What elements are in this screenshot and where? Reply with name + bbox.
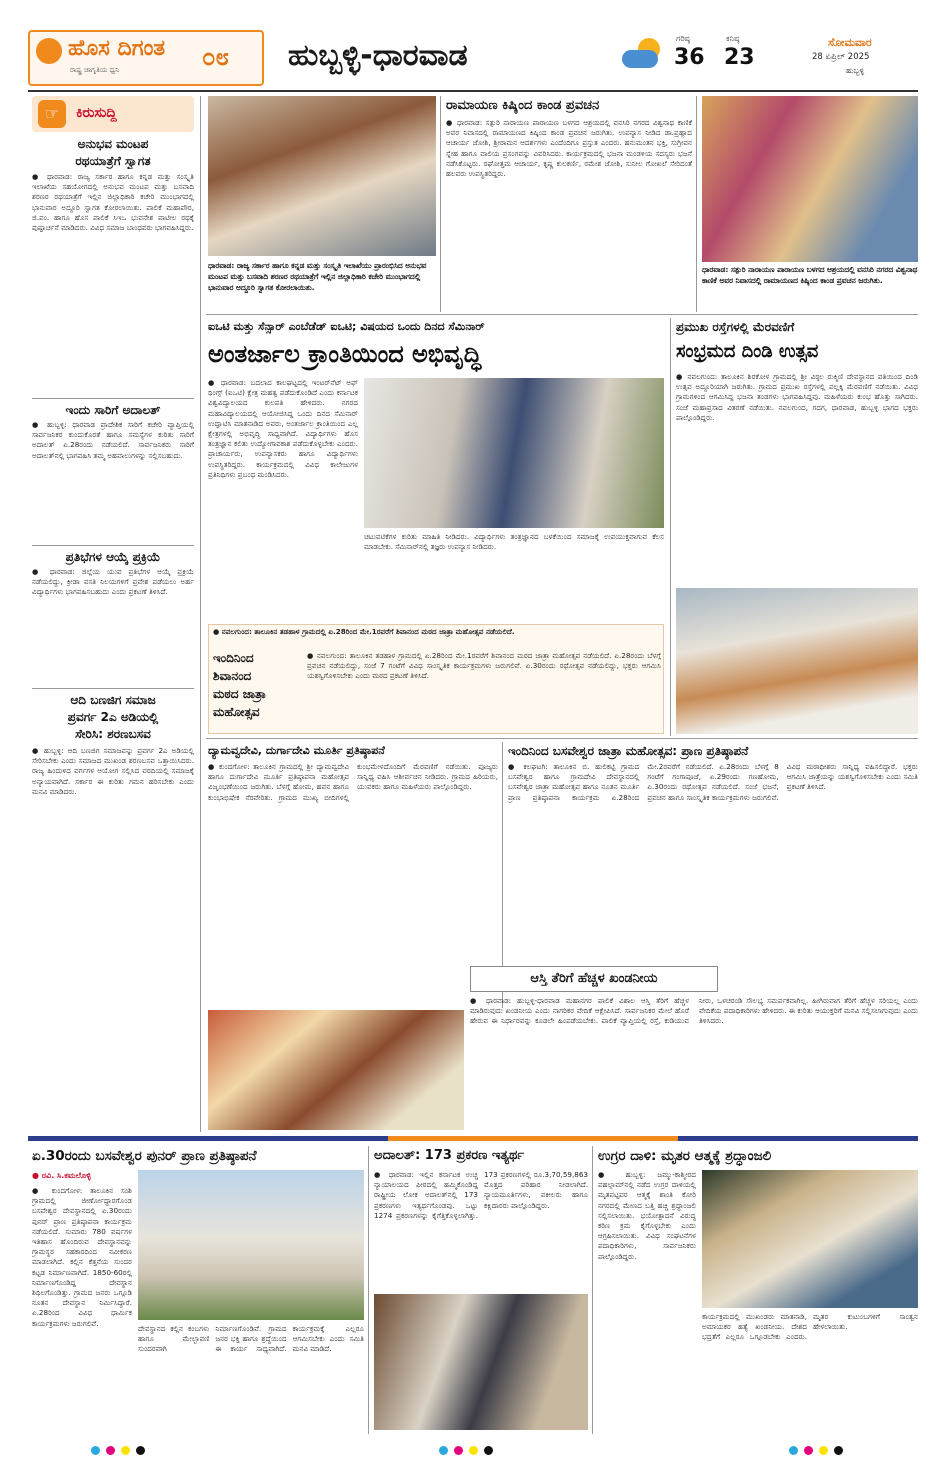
photo-rathayatra	[208, 96, 436, 256]
tax-body: ● ಧಾರವಾಡ: ಹುಬ್ಬಳ್ಳಿ-ಧಾರವಾಡ ಮಹಾನಗರ ಪಾಲಿಕೆ ವಿಶಾಲ ಆಸ್ತಿ ತೆರಿಗೆ ಹೆಚ್ಚಳ ಮಾಡಿರುವುದು ಖಂಡನೀಯ ಎಂದು ನಾಗರಿಕರ ವೇದಿಕೆ ಆಕ್ಷೇಪಿಸಿದೆ. ಸಾರ್ವಜನಿಕರ ಮೇಲೆ ಹೊರೆ ಹೇರುವ ಈ ನಿರ್ಧಾರವನ್ನು ಕೂಡಲೇ ಹಿಂಪಡೆಯಬೇಕು. ಪಾಲಿಕೆ ವ್ಯಾಪ್ತಿಯಲ್ಲಿ ರಸ್ತೆ, ಕುಡಿಯುವ ನೀರು, ಒಳಚರಂಡಿ ಸೌಲಭ್ಯ ಸಮರ್ಪಕವಾಗಿಲ್ಲ. ಹೀಗಿರುವಾಗ ತೆರಿಗೆ ಹೆಚ್ಚಳ ಸರಿಯಲ್ಲ ಎಂದು ವೇದಿಕೆಯ ಪದಾಧಿಕಾರಿಗಳು ಹೇಳಿದರು. ಈ ಕುರಿತು ಆಯುಕ್ತರಿಗೆ ಮನವಿ ಸಲ್ಲಿಸಲಾಗುವುದು ಎಂದು ತಿಳಿಸಿದರು.	[470, 996, 918, 1026]
photo-ramayana	[702, 96, 918, 262]
brand-logo	[28, 30, 264, 86]
kiru-s4-body: ● ಹುಬ್ಬಳ್ಳಿ: ಆದಿ ಬಣಜಿಗ ಸಮಾಜವನ್ನು ಪ್ರವರ್ಗ 2ಎ ಅಡಿಯಲ್ಲಿ ಸೇರಿಸಬೇಕು ಎಂದು ಸಮಾಜದ ಮುಖಂಡ ಶರಣಬಸವ ಒತ್ತಾಯಿಸಿದರು. ರಾಜ್ಯ ಹಿಂದುಳಿದ ವರ್ಗಗಳ ಆಯೋಗ ಸಲ್ಲಿಸಿದ ವರದಿಯಲ್ಲಿ ಸಮಾಜಕ್ಕೆ ಅನ್ಯಾಯವಾಗಿದೆ. ಸರ್ಕಾರ ಈ ಕುರಿತು ಗಮನ ಹರಿಸಬೇಕು ಎಂದು ಮನವಿ ಮಾಡಿದರು.	[32, 746, 194, 796]
min-temp: 23	[724, 45, 755, 70]
basaveshwara-title: ಇಂದಿನಿಂದ ಬಸವೇಶ್ವರ ಜಾತ್ರಾ ಮಹೋತ್ಸವ: ಪ್ರಾಣ ಪ್ರತಿಷ್ಠಾಪನೆ	[508, 744, 749, 758]
registration-dots-center	[436, 1440, 496, 1459]
bottom-s3-body-cont: ಕಾರ್ಯಕ್ರಮದಲ್ಲಿ ಮುಖಂಡರು ಮಾತನಾಡಿ, ಅಮಾಯಕರ ಹತ್ಯೆ ಖಂಡನೀಯ. ದೇಶದ ಭದ್ರತೆಗೆ ಎಲ್ಲರೂ ಒಗ್ಗೂಡಬೇಕು ಎಂದರು. ಮೃತರ ಕುಟುಂಬಗಳಿಗೆ ಸಾಂತ್ವನ ಹೇಳಲಾಯಿತು.	[702, 1312, 918, 1342]
kiru-s1-title1: ಅನುಭವ ಮಂಟಪ	[77, 137, 149, 151]
photo-adalat	[374, 1294, 588, 1430]
bottom-s2-body: ● ಧಾರವಾಡ: ಇಲ್ಲಿನ ಕರ್ನಾಟಕ ಉಚ್ಚ ನ್ಯಾಯಾಲಯದ ಪೀಠದಲ್ಲಿ ಹಮ್ಮಿಕೊಂಡಿದ್ದ ರಾಷ್ಟ್ರೀಯ ಲೋಕ ಅದಾಲತ್‌ನಲ್ಲಿ 173 ಪ್ರಕರಣಗಳು ಇತ್ಯರ್ಥಗೊಂಡವು. ಒಟ್ಟು 1274 ಪ್ರಕರಣಗಳನ್ನು ಕೈಗೆತ್ತಿಕೊಳ್ಳಲಾಗಿತ್ತು. 173 ಪ್ರಕರಣಗಳಲ್ಲಿ ರೂ.3,70,59,863 ಮೊತ್ತದ ಪರಿಹಾರ ನೀಡಲಾಗಿದೆ. ನ್ಯಾಯಮೂರ್ತಿಗಳು, ವಕೀಲರು ಹಾಗೂ ಕಕ್ಷಿದಾರರು ಪಾಲ್ಗೊಂಡಿದ್ದರು.	[374, 1170, 588, 1220]
shivananda-body-top: ● ನವಲಗುಂದ: ತಾಲೂಕಿನ ತಡಹಾಳ ಗ್ರಾಮದಲ್ಲಿ ಏ.28ರಿಂದ ಮೇ.1ರವರೆಗೆ ಶಿವಾನಂದ ಮಠದ ಜಾತ್ರಾ ಮಹೋತ್ಸವ ನಡೆಯಲಿದೆ.	[213, 627, 515, 636]
shivananda-body: ● ನವಲಗುಂದ: ತಾಲೂಕಿನ ತಡಹಾಳ ಗ್ರಾಮದಲ್ಲಿ ಏ.28ರಿಂದ ಮೇ.1ರವರೆಗೆ ಶಿವಾನಂದ ಮಠದ ಜಾತ್ರಾ ಮಹೋತ್ಸವ ನಡೆಯಲಿದೆ. ಏ.28ರಂದು ಬೆಳಗ್ಗೆ ಪ್ರವಚನ ನಡೆಯಲಿದ್ದು, ಸಂಜೆ 7 ಗಂಟೆಗೆ ವಿವಿಧ ಸಾಂಸ್ಕೃತಿಕ ಕಾರ್ಯಕ್ರಮಗಳು ಜರುಗಲಿವೆ. ಏ.30ರಂದು ರಥೋತ್ಸವ ನಡೆಯಲಿದ್ದು, ಭಕ್ತರು ಆಗಮಿಸಿ ಯಶಸ್ವಿಗೊಳಿಸಬೇಕು ಎಂದು ಮಠದ ಪ್ರಕಟಣೆ ತಿಳಿಸಿದೆ.	[307, 651, 661, 681]
photo-tribute	[702, 1170, 918, 1308]
max-temp: 36	[674, 45, 705, 70]
photo-seminar	[364, 378, 664, 528]
kiru-s1-title2: ರಥಯಾತ್ರೆಗೆ ಸ್ವಾಗತ	[75, 154, 151, 168]
photo-temple	[138, 1170, 364, 1320]
bottom-s3-body: ● ಹುಬ್ಬಳ್ಳಿ: ಜಮ್ಮು-ಕಾಶ್ಮೀರದ ಪಹಲ್ಗಾಮ್‌ನಲ್ಲಿ ನಡೆದ ಉಗ್ರರ ದಾಳಿಯಲ್ಲಿ ಮೃತಪಟ್ಟವರ ಆತ್ಮಕ್ಕೆ ಶಾಂತಿ ಕೋರಿ ನಗರದಲ್ಲಿ ಮೇಣದ ಬತ್ತಿ ಹಚ್ಚಿ ಶ್ರದ್ಧಾಂಜಲಿ ಸಲ್ಲಿಸಲಾಯಿತು. ಭಯೋತ್ಪಾದನೆ ವಿರುದ್ಧ ಕಠಿಣ ಕ್ರಮ ಕೈಗೊಳ್ಳಬೇಕು ಎಂದು ಆಗ್ರಹಿಸಲಾಯಿತು. ವಿವಿಧ ಸಂಘಟನೆಗಳ ಪದಾಧಿಕಾರಿಗಳು, ಸಾರ್ವಜನಿಕರು ಪಾಲ್ಗೊಂಡಿದ್ದರು.	[598, 1170, 696, 1261]
kiru-s4-title2: ಪ್ರವರ್ಗ 2ಎ ಅಡಿಯಲ್ಲಿ	[67, 710, 159, 724]
dindi-body: ● ನವಲಗುಂದ: ತಾಲೂಕಿನ ಶಿರಕೋಳ ಗ್ರಾಮದಲ್ಲಿ ಶ್ರೀ ವಿಠ್ಠಲ ರುಕ್ಮಿಣಿ ದೇವಸ್ಥಾನದ ವತಿಯಿಂದ ದಿಂಡಿ ಉತ್ಸವ ಅದ್ದೂರಿಯಾಗಿ ಜರುಗಿತು. ಗ್ರಾಮದ ಪ್ರಮುಖ ರಸ್ತೆಗಳಲ್ಲಿ ಪಲ್ಲಕ್ಕಿ ಮೆರವಣಿಗೆ ನಡೆಯಿತು. ವಿವಿಧ ಗ್ರಾಮಗಳಿಂದ ಆಗಮಿಸಿದ್ದ ಭಜನಾ ತಂಡಗಳು ಭಾಗವಹಿಸಿದ್ದವು. ಮಹಿಳೆಯರು ಕುಂಭ ಹೊತ್ತು ಸಾಗಿದರು. ಸಂಜೆ ಮಹಾಪ್ರಸಾದ ವಿತರಣೆ ನಡೆಯಿತು. ನವಲಗುಂದ, ಗದಗ, ಧಾರವಾಡ, ಹುಬ್ಬಳ್ಳಿ ಭಾಗದ ಭಕ್ತರು ಪಾಲ್ಗೊಂಡಿದ್ದರು.	[676, 372, 918, 422]
bottom-s1-body-cont: ದೇವಸ್ಥಾನದ ಕಲ್ಲಿನ ಕಂಬಗಳು ಹಾಗೂ ಮೇಲ್ಛಾವಣಿ ಸುಂದರವಾಗಿ ನಿರ್ಮಾಣಗೊಂಡಿವೆ. ಗ್ರಾಮದ ಜನರ ಭಕ್ತಿ ಹಾಗೂ ಶ್ರದ್ಧೆಯಿಂದ ಈ ಕಾರ್ಯ ಸಾಧ್ಯವಾಗಿದೆ. ಕಾರ್ಯಕ್ರಮಕ್ಕೆ ಎಲ್ಲರೂ ಆಗಮಿಸಬೇಕು ಎಂದು ಸಮಿತಿ ಮನವಿ ಮಾಡಿದೆ.	[138, 1324, 364, 1354]
weather-icon	[622, 38, 666, 70]
page-number: ೦೮	[202, 43, 229, 71]
seminar-title: ಅಂತರ್ಜಾಲ ಕ್ರಾಂತಿಯಿಂದ ಅಭಿವೃದ್ಧಿ	[208, 340, 482, 368]
durga-body: ● ಕುಂದಗೋಳ: ತಾಲೂಕಿನ ಗ್ರಾಮದಲ್ಲಿ ಶ್ರೀ ದ್ಯಾಮವ್ವದೇವಿ ಹಾಗೂ ದುರ್ಗಾದೇವಿ ಮೂರ್ತಿ ಪ್ರತಿಷ್ಠಾಪನಾ ಮಹೋತ್ಸವ ವಿಜೃಂಭಣೆಯಿಂದ ಜರುಗಿತು. ಬೆಳಗ್ಗೆ ಹೋಮ, ಹವನ ಹಾಗೂ ಕುಂಭಾಭಿಷೇಕ ನೆರವೇರಿತು. ಗ್ರಾಮದ ಮುಖ್ಯ ಬೀದಿಗಳಲ್ಲಿ ಕುಂಭಮೇಳದೊಂದಿಗೆ ಮೆರವಣಿಗೆ ನಡೆಯಿತು. ಪೂಜ್ಯರು ಸಾನ್ನಿಧ್ಯ ವಹಿಸಿ ಆಶೀರ್ವಚನ ನೀಡಿದರು. ಗ್ರಾಮದ ಹಿರಿಯರು, ಯುವಕರು ಹಾಗೂ ಮಹಿಳೆಯರು ಪಾಲ್ಗೊಂಡಿದ್ದರು.	[208, 762, 498, 802]
tax-title: ಆಸ್ತಿ ತೆರಿಗೆ ಹೆಚ್ಚಳ ಖಂಡನೀಯ	[530, 971, 658, 986]
masthead	[28, 30, 918, 90]
city-title: ಹುಬ್ಬಳ್ಳಿ-ಧಾರವಾಡ	[288, 38, 468, 73]
bottom-s1-body: ● ಕುಂದಗೋಳ: ತಾಲೂಕಿನ ಸಂಶಿ ಗ್ರಾಮದಲ್ಲಿ ಜೀರ್ಣೋದ್ಧಾರಗೊಂಡ ಬಸವೇಶ್ವರ ದೇವಸ್ಥಾನದಲ್ಲಿ ಏ.30ರಂದು ಪುನರ್ ಪ್ರಾಣ ಪ್ರತಿಷ್ಠಾಪನಾ ಕಾರ್ಯಕ್ರಮ ನಡೆಯಲಿದೆ. ಸುಮಾರು 780 ವರ್ಷಗಳ ಇತಿಹಾಸ ಹೊಂದಿರುವ ದೇವಸ್ಥಾನವನ್ನು ಗ್ರಾಮಸ್ಥರ ಸಹಕಾರದಿಂದ ನವೀಕರಣ ಮಾಡಲಾಗಿದೆ. ಕಲ್ಲಿನ ಕೆತ್ತನೆಯ ಸುಂದರ ಕಟ್ಟಡ ನಿರ್ಮಾಣವಾಗಿದೆ. 1850-60ರಲ್ಲಿ ನಿರ್ಮಾಣಗೊಂಡಿದ್ದ ದೇವಸ್ಥಾನ ಶಿಥಿಲಗೊಂಡಿತ್ತು. ಗ್ರಾಮದ ಜನರು ಒಗ್ಗೂಡಿ ನೂತನ ದೇವಸ್ಥಾನ ನಿರ್ಮಿಸಿದ್ದಾರೆ. ಏ.28ರಿಂದ ವಿವಿಧ ಧಾರ್ಮಿಕ ಕಾರ್ಯಕ್ರಮಗಳು ಜರುಗಲಿವೆ.	[32, 1186, 132, 1328]
photo-durga	[208, 1010, 464, 1130]
shivananda-label-block: ಇಂದಿನಿಂದ ಶಿವಾನಂದ ಮಠದ ಜಾತ್ರಾ ಮಹೋತ್ಸವ	[213, 651, 267, 719]
photo-ramayana-caption: ಧಾರವಾಡ: ಸತ್ಪುರಿ ನಾರಾಯಣ ಪಾರಾಯಣ ಬಳಗದ ಆಶ್ರಯದಲ್ಲಿ ವನಸಿರಿ ನಗರದ ವಿಶ್ವನಾಥ ಕಾಣಿಕೆ ಅವರ ನಿವಾಸದಲ್ಲಿ ರಾಮಾಯಣದ ಕಿಷ್ಕಿಂದ ಕಾಂಡ ಪ್ರವಚನ ಜರುಗಿತು.	[702, 265, 918, 285]
masthead-rule	[28, 90, 918, 92]
registration-dots-right	[786, 1440, 846, 1459]
basaveshwara-body: ● ಕಲಘಟಗಿ: ತಾಲೂಕಿನ ಬಿ. ಹುಲಿಕಟ್ಟಿ ಗ್ರಾಮದ ಬಸವೇಶ್ವರ ಹಾಗೂ ಗ್ರಾಮದೇವಿ ದೇವಸ್ಥಾನದಲ್ಲಿ ಬಸವೇಶ್ವರ ಜಾತ್ರಾ ಮಹೋತ್ಸವ ಹಾಗೂ ನೂತನ ಮೂರ್ತಿ ಪ್ರಾಣ ಪ್ರತಿಷ್ಠಾಪನಾ ಕಾರ್ಯಕ್ರಮ ಏ.28ರಿಂದ ಮೇ.2ರವರೆಗೆ ನಡೆಯಲಿದೆ. ಏ.28ರಂದು ಬೆಳಗ್ಗೆ 8 ಗಂಟೆಗೆ ಗಂಗಾಪೂಜೆ, ಏ.29ರಂದು ಗಣಹೋಮ, ಏ.30ರಂದು ರಥೋತ್ಸವ ನಡೆಯಲಿದೆ. ಸಂಜೆ ಭಜನೆ, ಪ್ರವಚನ ಹಾಗೂ ಸಾಂಸ್ಕೃತಿಕ ಕಾರ್ಯಕ್ರಮಗಳು ಜರುಗಲಿವೆ. ವಿವಿಧ ಮಠಾಧೀಶರು ಸಾನ್ನಿಧ್ಯ ವಹಿಸಲಿದ್ದಾರೆ. ಭಕ್ತರು ಆಗಮಿಸಿ ಜಾತ್ರೆಯನ್ನು ಯಶಸ್ವಿಗೊಳಿಸಬೇಕು ಎಂದು ಸಮಿತಿ ಪ್ರಕಟಣೆ ತಿಳಿಸಿದೆ.	[508, 762, 918, 802]
bottom-s1-byline: ● ರವಿ. ಸಿ.ಕಮಲೊಳ್ಳಿ	[32, 1171, 91, 1180]
kiru-s2-body: ● ಹುಬ್ಬಳ್ಳಿ: ಧಾರವಾಡ ಪ್ರಾದೇಶಿಕ ಸಾರಿಗೆ ಕಚೇರಿ ವ್ಯಾಪ್ತಿಯಲ್ಲಿ ಸಾರ್ವಜನಿಕರ ಕುಂದುಕೊರತೆ ಹಾಗೂ ಸಮಸ್ಯೆಗಳ ಕುರಿತು ಸಾರಿಗೆ ಅದಾಲತ್ ಏ.28ರಂದು ನಡೆಯಲಿದೆ. ಸಾರ್ವಜನಿಕರು ಸಾರಿಗೆ ಅದಾಲತ್‌ನಲ್ಲಿ ಭಾಗವಹಿಸಿ ತಮ್ಮ ಅಹವಾಲುಗಳನ್ನು ಸಲ್ಲಿಸಬಹುದು.	[32, 420, 194, 460]
photo-rathayatra-caption: ಧಾರವಾಡ: ರಾಜ್ಯ ಸರ್ಕಾರ ಹಾಗೂ ಕನ್ನಡ ಮತ್ತು ಸಂಸ್ಕೃತಿ ಇಲಾಖೆಯು ಪ್ರಾರಂಭಿಸಿದ ಅನುಭವ ಮಂಟಪ ಮತ್ತು ಬಸವಾದಿ ಶರಣರ ರಥಯಾತ್ರೆಗೆ ಇಲ್ಲಿನ ಜಿಲ್ಲಾಧಿಕಾರಿ ಕಚೇರಿ ಮುಂಭಾಗದಲ್ಲಿ ಭಾನುವಾರ ಅದ್ದೂರಿ ಸ್ವಾಗತ ಕೋರಲಾಯಿತು.	[208, 261, 427, 292]
kiru-s4-title1: ಆದಿ ಬಣಜಿಗ ಸಮಾಜ	[70, 693, 156, 707]
dindi-title: ಸಂಭ್ರಮದ ದಿಂಡಿ ಉತ್ಸವ	[676, 341, 819, 362]
photo-dindi	[676, 588, 918, 734]
brand-name: ಹೊಸ ದಿಗಂತ	[68, 36, 166, 61]
durga-title: ದ್ಯಾಮವ್ವದೇವಿ, ದುರ್ಗಾದೇವಿ ಮೂರ್ತಿ ಪ್ರತಿಷ್ಠಾಪನೆ	[208, 744, 385, 757]
date-label: 28 ಏಪ್ರಿಲ್ 2025	[812, 52, 870, 62]
place-label: ಹುಬ್ಬಳ್ಳಿ	[846, 66, 865, 75]
day-label: ಸೋಮವಾರ	[828, 36, 872, 49]
kiru-s1-body: ● ಧಾರವಾಡ: ರಾಜ್ಯ ಸರ್ಕಾರ ಹಾಗೂ ಕನ್ನಡ ಮತ್ತು ಸಂಸ್ಕೃತಿ ಇಲಾಖೆಯ ಸಹಯೋಗದಲ್ಲಿ ಅನುಭವ ಮಂಟಪ ಮತ್ತು ಬಸವಾದಿ ಶರಣರ ರಥಯಾತ್ರೆಗೆ ಇಲ್ಲಿನ ಜಿಲ್ಲಾಧಿಕಾರಿ ಕಚೇರಿ ಮುಂಭಾಗದಲ್ಲಿ ಭಾನುವಾರ ಅದ್ದೂರಿ ಸ್ವಾಗತ ಕೋರಲಾಯಿತು. ಪಾಲಿಕೆ ಮಹಾಪೌರ, ಜಿ.ಪಂ. ಹಾಗೂ ಹೊಸ ಪಾಲಿಕೆ ಸಿಇಒ ಭುವನೇಶ ಪಾಟೀಲ ರಥಕ್ಕೆ ಪುಷ್ಪಾರ್ಚನೆ ಮಾಡಿದರು. ವಿವಿಧ ಸಮಾಜ ಬಾಂಧವರು ಭಾಗವಹಿಸಿದ್ದರು.	[32, 172, 194, 233]
kiru-s4-title3: ಸೇರಿಸಿ: ಶರಣಬಸವ	[75, 727, 151, 741]
kiru-s3-body: ● ಧಾರವಾಡ: ಜಿಲ್ಲೆಯ ಯುವ ಪ್ರತಿಭೆಗಳ ಆಯ್ಕೆ ಪ್ರಕ್ರಿಯೆ ನಡೆಯಲಿದ್ದು, ಕ್ರೀಡಾ ವಸತಿ ನಿಲಯಗಳಿಗೆ ಪ್ರವೇಶ ಪಡೆಯಲು ಅರ್ಹ ವಿದ್ಯಾರ್ಥಿಗಳು ಭಾಗವಹಿಸಬಹುದು ಎಂದು ಪ್ರಕಟಣೆ ತಿಳಿಸಿದೆ.	[32, 567, 194, 597]
bottom-s2-title: ಅದಾಲತ್: 173 ಪ್ರಕರಣ ಇತ್ಯರ್ಥ	[374, 1148, 525, 1163]
dindi-kicker: ಪ್ರಮುಖ ರಸ್ತೆಗಳಲ್ಲಿ ಮೆರವಣಿಗೆ	[676, 320, 795, 334]
seminar-body: ● ಧಾರವಾಡ: ಬದಲಾದ ಕಾಲಘಟ್ಟದಲ್ಲಿ ಇಂಟರ್‌ನೆಟ್ ಆಫ್ ಥಿಂಗ್ಸ್ (ಐಒಟಿ) ಕ್ಷೇತ್ರ ಮಹತ್ವ ಪಡೆದುಕೊಂಡಿದೆ ಎಂದು ಕರ್ನಾಟಕ ವಿಶ್ವವಿದ್ಯಾಲಯದ ಕುಲಪತಿ ಹೇಳಿದರು. ನಗರದ ಮಹಾವಿದ್ಯಾಲಯದಲ್ಲಿ ಆಯೋಜಿಸಿದ್ದ ಒಂದು ದಿನದ ಸೆಮಿನಾರ್ ಉದ್ಘಾಟಿಸಿ ಮಾತನಾಡಿದ ಅವರು, ಅಂತರ್ಜಾಲ ಕ್ರಾಂತಿಯಿಂದ ಎಲ್ಲ ಕ್ಷೇತ್ರಗಳಲ್ಲಿ ಅಭಿವೃದ್ಧಿ ಸಾಧ್ಯವಾಗಿದೆ. ವಿದ್ಯಾರ್ಥಿಗಳು ಹೊಸ ತಂತ್ರಜ್ಞಾನ ಕಲಿತು ಉದ್ಯೋಗಾವಕಾಶ ಪಡೆದುಕೊಳ್ಳಬೇಕು ಎಂದರು. ಪ್ರಾಚಾರ್ಯರು, ಉಪನ್ಯಾಸಕರು ಹಾಗೂ ವಿದ್ಯಾರ್ಥಿಗಳು ಉಪಸ್ಥಿತರಿದ್ದರು. ಕಾರ್ಯಕ್ರಮದಲ್ಲಿ ವಿವಿಧ ಕಾಲೇಜುಗಳ ಪ್ರತಿನಿಧಿಗಳು ಪ್ರಬಂಧ ಮಂಡಿಸಿದರು.	[208, 378, 358, 479]
bottom-s1-title: ಏ.30ರಂದು ಬಸವೇಶ್ವರ ಪುನರ್ ಪ್ರಾಣ ಪ್ರತಿಷ್ಠಾಪನೆ	[32, 1148, 257, 1164]
finger-icon: ☞	[38, 100, 66, 128]
brand-tagline: ರಾಷ್ಟ್ರ ಜಾಗೃತಿಯ ಧ್ವನಿ	[70, 66, 120, 74]
kiru-s3-title: ಪ್ರತಿಭೆಗಳ ಆಯ್ಕೆ ಪ್ರಕ್ರಿಯೆ	[65, 550, 161, 564]
ramayana-title: ರಾಮಾಯಣ ಕಿಷ್ಕಿಂದ ಕಾಂಡ ಪ್ರವಚನ	[446, 98, 600, 113]
seminar-kicker: ಐಒಟಿ ಮತ್ತು ಸೆನ್ಸಾರ್ ಎಂಬೆಡೆಡ್ ಐಒಟಿ; ವಿಷಯದ ಒಂದು ದಿನದ ಸೆಮಿನಾರ್	[208, 320, 485, 333]
shivananda-box	[208, 624, 664, 734]
tax-title-box	[470, 966, 718, 992]
min-temp-label: ಕನಿಷ್ಠ	[726, 34, 740, 43]
bottom-ribbon	[28, 1136, 918, 1141]
kiru-s2-title: ಇಂದು ಸಾರಿಗೆ ಅದಾಲತ್	[65, 403, 161, 417]
brand-emblem-icon	[36, 38, 62, 64]
kiru-label: ☞ ಕಿರುಸುದ್ದಿ	[32, 96, 194, 132]
bottom-s3-title: ಉಗ್ರರ ದಾಳಿ: ಮೃತರ ಆತ್ಮಕ್ಕೆ ಶ್ರದ್ಧಾಂಜಲಿ	[598, 1148, 772, 1164]
registration-dots-left	[88, 1440, 148, 1459]
ramayana-body: ● ಧಾರವಾಡ: ಸತ್ಪುರಿ ನಾರಾಯಣ ಪಾರಾಯಣ ಬಳಗದ ಆಶ್ರಯದಲ್ಲಿ ವನಸಿರಿ ನಗರದ ವಿಶ್ವನಾಥ ಕಾಣಿಕೆ ಅವರ ನಿವಾಸದಲ್ಲಿ ರಾಮಾಯಣದ ಕಿಷ್ಕಿಂದ ಕಾಂಡ ಪ್ರವಚನ ಜರುಗಿತು. ಉಪನ್ಯಾಸ ನೀಡಿದ ಡಾ.ಪ್ರಹ್ಲಾದ ಆಚಾರ್ಯ ಜೋಶಿ, ಶ್ರೀರಾಮನ ಆದರ್ಶಗಳು ಎಂದೆಂದಿಗೂ ಪ್ರಸ್ತುತ ಎಂದರು. ಹನುಮಂತನ ಭಕ್ತಿ, ಸುಗ್ರೀವನ ಸ್ನೇಹ ಹಾಗೂ ವಾಲಿಯ ಪ್ರಸಂಗವನ್ನು ವಿವರಿಸಿದರು. ಕಾರ್ಯಕ್ರಮದಲ್ಲಿ ಭಜನಾ ಮಂಡಳಿಯ ಸದಸ್ಯರು ಭಜನೆ ನಡೆಸಿಕೊಟ್ಟರು. ರಘೋತ್ತಮ ಆಚಾರ್ಯ, ಕೃಷ್ಣ ಕುಲಕರ್ಣಿ, ರಮೇಶ ಜೋಶಿ, ಸುನೀಲ ಗೋಖಲೆ ಸೇರಿದಂತೆ ಹಲವರು ಉಪಸ್ಥಿತರಿದ್ದರು.	[446, 118, 692, 179]
max-temp-label: ಗರಿಷ್ಠ	[676, 34, 690, 43]
seminar-body-cont: ಚಟುವಟಿಕೆಗಳ ಕುರಿತು ಮಾಹಿತಿ ನೀಡಿದರು. ವಿದ್ಯಾರ್ಥಿಗಳು ತಂತ್ರಜ್ಞಾನದ ಬಳಕೆಯಿಂದ ಸಮಾಜಕ್ಕೆ ಉಪಯುಕ್ತವಾಗುವ ಕೆಲಸ ಮಾಡಬೇಕು. ಸೆಮಿನಾರ್‌ನಲ್ಲಿ ತಜ್ಞರು ಉಪನ್ಯಾಸ ನೀಡಿದರು.	[364, 532, 664, 552]
